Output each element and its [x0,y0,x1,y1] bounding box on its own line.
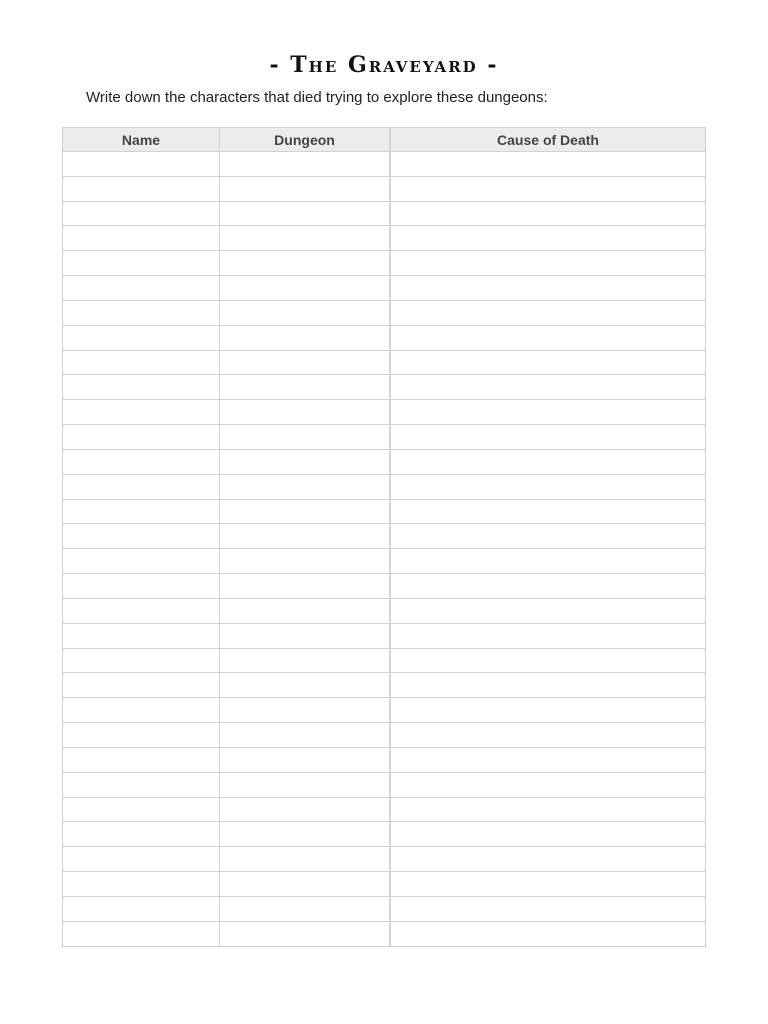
dungeon-cell [219,897,389,921]
table-row [63,573,705,598]
name-cell [63,226,219,250]
graveyard-table [62,127,706,947]
table-row [63,871,705,896]
cause-of-death-cell [389,872,705,896]
dungeon-cell [219,698,389,722]
name-cell [63,897,219,921]
dungeon-cell [219,202,389,226]
table-row [63,548,705,573]
name-cell [63,500,219,524]
cause-of-death-cell [389,624,705,648]
name-cell [63,351,219,375]
cause-of-death-cell [389,500,705,524]
table-row [63,424,705,449]
name-cell [63,177,219,201]
cause-of-death-cell [389,425,705,449]
name-cell [63,748,219,772]
dungeon-cell [219,723,389,747]
dungeon-cell [219,773,389,797]
cause-of-death-cell [389,847,705,871]
dungeon-cell [219,847,389,871]
table-row [63,623,705,648]
table-row [63,672,705,697]
table-row [63,722,705,747]
dungeon-cell [219,152,389,176]
name-cell [63,326,219,350]
name-cell [63,624,219,648]
cause-of-death-cell [389,673,705,697]
dungeon-cell [219,549,389,573]
dungeon-cell [219,400,389,424]
table-row [63,250,705,275]
cause-of-death-cell [389,251,705,275]
cause-of-death-cell [389,375,705,399]
name-cell [63,524,219,548]
cause-of-death-cell [389,897,705,921]
name-cell [63,698,219,722]
cause-of-death-cell [389,922,705,946]
table-row [63,201,705,226]
dungeon-cell [219,748,389,772]
cause-of-death-cell [389,773,705,797]
dungeon-cell [219,450,389,474]
name-cell [63,673,219,697]
table-row [63,648,705,673]
dungeon-cell [219,574,389,598]
cause-of-death-cell [389,450,705,474]
column-header-cause-of-death: Cause of Death [389,128,705,151]
name-cell [63,202,219,226]
cause-of-death-cell [389,574,705,598]
table-row [63,772,705,797]
dungeon-cell [219,375,389,399]
cause-of-death-cell [389,152,705,176]
cause-of-death-cell [389,723,705,747]
name-cell [63,922,219,946]
cause-of-death-cell [389,226,705,250]
name-cell [63,251,219,275]
dungeon-cell [219,475,389,499]
table-header-row [63,128,705,151]
name-cell [63,375,219,399]
cause-of-death-cell [389,276,705,300]
table-row [63,821,705,846]
table-row [63,846,705,871]
name-cell [63,599,219,623]
table-row [63,523,705,548]
table-row [63,325,705,350]
dungeon-cell [219,673,389,697]
name-cell [63,847,219,871]
table-row [63,449,705,474]
table-row [63,374,705,399]
name-cell [63,549,219,573]
dungeon-cell [219,500,389,524]
cause-of-death-cell [389,698,705,722]
table-row [63,399,705,424]
dungeon-cell [219,624,389,648]
cause-of-death-cell [389,822,705,846]
table-row [63,350,705,375]
dungeon-cell [219,798,389,822]
dungeon-cell [219,251,389,275]
name-cell [63,400,219,424]
table-row [63,598,705,623]
dungeon-cell [219,649,389,673]
cause-of-death-cell [389,649,705,673]
dungeon-cell [219,524,389,548]
name-cell [63,276,219,300]
table-body [63,151,705,946]
name-cell [63,152,219,176]
name-cell [63,425,219,449]
table-row [63,747,705,772]
cause-of-death-cell [389,400,705,424]
table-row [63,896,705,921]
cause-of-death-cell [389,202,705,226]
dungeon-cell [219,177,389,201]
cause-of-death-cell [389,599,705,623]
dungeon-cell [219,425,389,449]
table-row [63,697,705,722]
table-row [63,275,705,300]
cause-of-death-cell [389,798,705,822]
dungeon-cell [219,922,389,946]
table-row [63,176,705,201]
table-row [63,300,705,325]
name-cell [63,301,219,325]
dungeon-cell [219,301,389,325]
name-cell [63,798,219,822]
name-cell [63,822,219,846]
name-cell [63,723,219,747]
name-cell [63,450,219,474]
cause-of-death-cell [389,301,705,325]
dungeon-cell [219,822,389,846]
column-header-name: Name [121,131,161,148]
table-row [63,225,705,250]
table-row [63,151,705,176]
dungeon-cell [219,872,389,896]
dungeon-cell [219,276,389,300]
dungeon-cell [219,326,389,350]
table-row [63,499,705,524]
page-title: - The Graveyard - [269,52,499,78]
name-cell [63,872,219,896]
cause-of-death-cell [389,351,705,375]
name-cell [63,574,219,598]
dungeon-cell [219,226,389,250]
name-cell [63,649,219,673]
cause-of-death-cell [389,524,705,548]
cause-of-death-cell [389,748,705,772]
cause-of-death-cell [389,475,705,499]
name-cell [63,475,219,499]
table-row [63,797,705,822]
dungeon-cell [219,351,389,375]
table-row [63,474,705,499]
table-row [63,921,705,946]
column-header-dungeon: Dungeon [219,128,389,151]
cause-of-death-cell [389,549,705,573]
cause-of-death-cell [389,177,705,201]
instructions-text: Write down the characters that died trying to explore these dungeons: [86,89,548,106]
dungeon-cell [219,599,389,623]
cause-of-death-cell [389,326,705,350]
name-cell [63,773,219,797]
